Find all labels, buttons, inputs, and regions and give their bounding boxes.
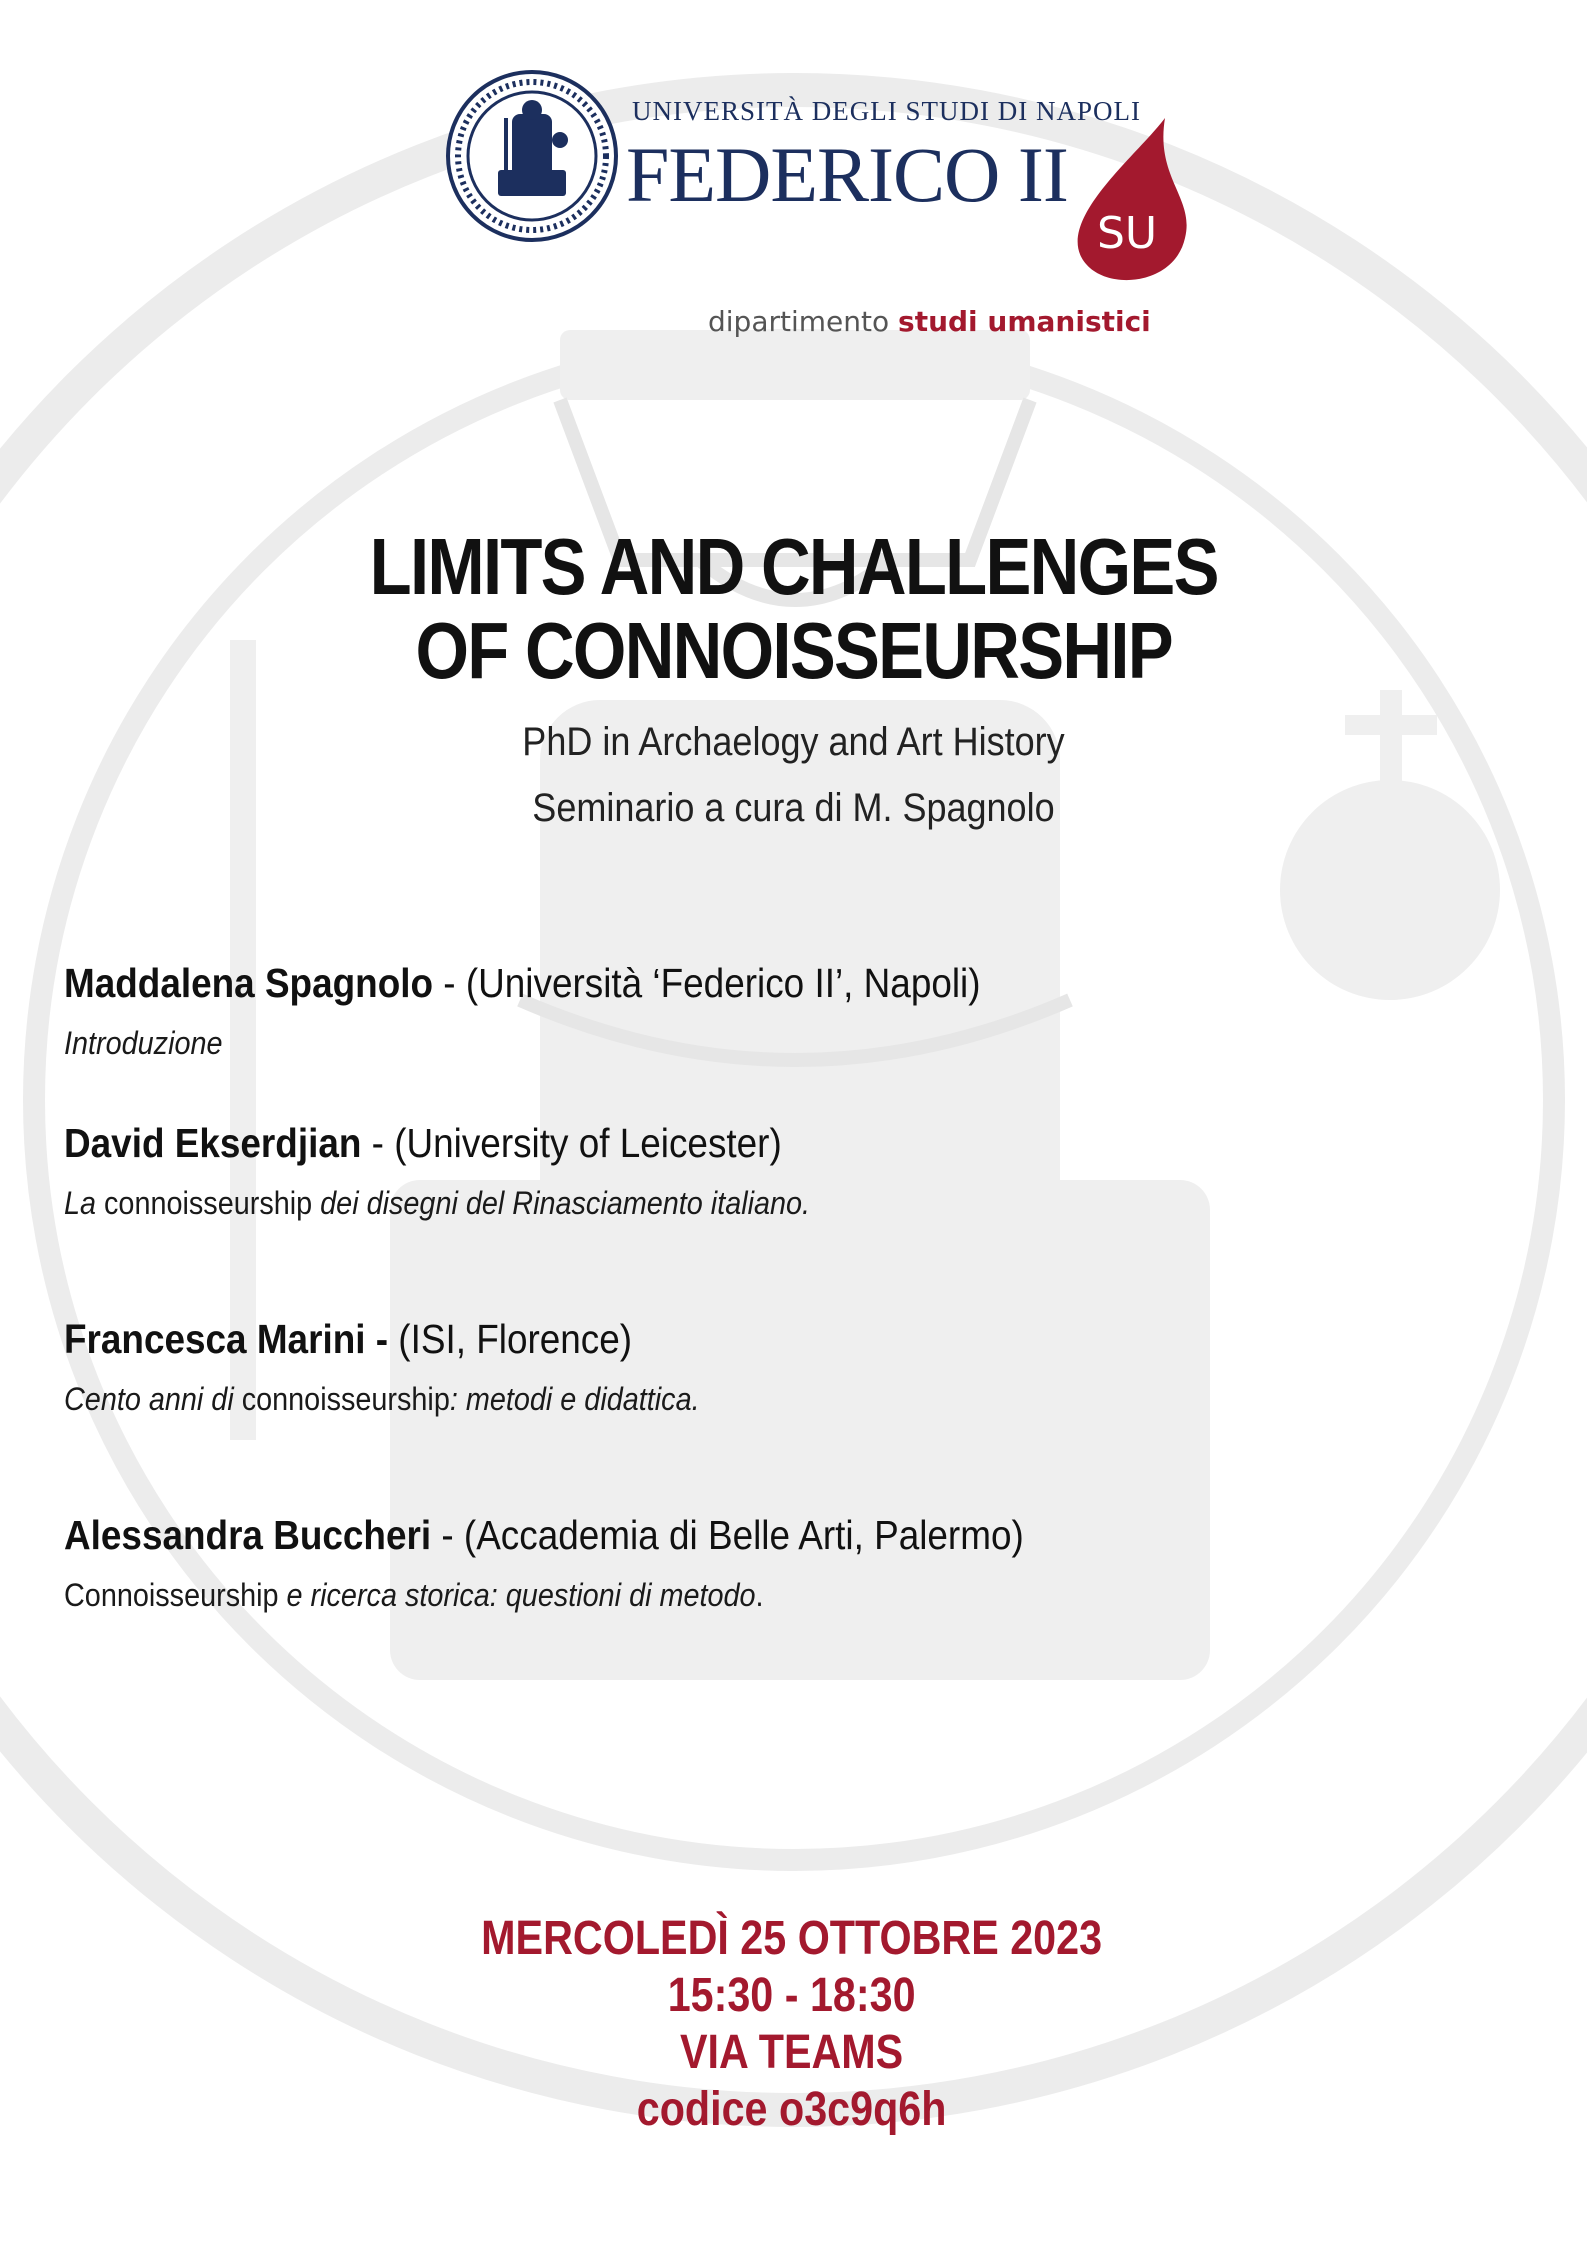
su-logo-text: SU xyxy=(1097,208,1158,259)
program-subtitle: PhD in Archaelogy and Art History xyxy=(522,720,1065,764)
speaker-name: Maddalena Spagnolo xyxy=(64,960,434,1006)
event-date: MERCOLEDÌ 25 OTTOBRE 2023 xyxy=(481,1912,1103,1965)
event-code: codice o3c9q6h xyxy=(636,2083,947,2136)
university-seal-icon xyxy=(446,70,618,242)
speaker-affiliation: (Università ‘Federico II’, Napoli) xyxy=(465,960,981,1006)
speaker-line xyxy=(64,1316,1378,1363)
talk-title-part: : metodi e didattica. xyxy=(449,1381,700,1417)
talk-title-part: e ricerca storica: questioni di metodo xyxy=(278,1577,756,1613)
speaker-entry xyxy=(64,960,1524,1062)
talk-title-part: Cento anni di xyxy=(64,1381,242,1417)
event-time: 15:30 - 18:30 xyxy=(667,1969,916,2022)
talk-title-part: connoisseurship xyxy=(104,1185,313,1221)
speaker-line xyxy=(64,1120,1378,1167)
speaker-entry xyxy=(64,1512,1524,1614)
talk-title-part: connoisseurship xyxy=(241,1381,450,1417)
talk-title-part: dei disegni del Rinasciamento italiano. xyxy=(312,1185,811,1221)
speaker-entry xyxy=(64,1316,1524,1418)
title-line-1: LIMITS AND CHALLENGES xyxy=(369,522,1218,611)
event-info xyxy=(109,1910,1474,2138)
talk-title xyxy=(64,1381,1378,1418)
speaker-affiliation: (Accademia di Belle Arti, Palermo) xyxy=(463,1512,1024,1558)
speaker-separator: - xyxy=(361,1120,395,1166)
university-name: FEDERICO II xyxy=(626,131,1068,218)
talk-title xyxy=(64,1025,1378,1062)
talk-title-part: . xyxy=(755,1577,764,1613)
talk-title-part: La xyxy=(64,1185,105,1221)
speaker-separator: - xyxy=(433,960,466,1006)
curator-subtitle: Seminario a cura di M. Spagnolo xyxy=(532,786,1055,830)
department-prefix: dipartimento xyxy=(708,305,890,338)
header xyxy=(0,0,1587,360)
event-platform: VIA TEAMS xyxy=(679,2026,904,2079)
speaker-affiliation: (ISI, Florence) xyxy=(398,1316,633,1362)
talk-title xyxy=(64,1185,1378,1222)
speaker-name: David Ekserdjian xyxy=(64,1120,362,1166)
seminar-title xyxy=(111,522,1476,695)
speaker-name: Alessandra Buccheri xyxy=(64,1512,432,1558)
department-name: studi umanistici xyxy=(898,305,1151,338)
su-logo-mark xyxy=(1045,118,1195,283)
speaker-separator: - xyxy=(431,1512,464,1558)
talk-title-part: Introduzione xyxy=(64,1025,223,1061)
speaker-line xyxy=(64,960,1378,1007)
speaker-entry xyxy=(64,1120,1524,1222)
speaker-separator xyxy=(388,1316,398,1362)
speaker-name: Francesca Marini - xyxy=(64,1316,389,1362)
talk-title-part: Connoisseurship xyxy=(64,1577,279,1613)
speaker-affiliation: (University of Leicester) xyxy=(394,1120,782,1166)
speaker-line xyxy=(64,1512,1378,1559)
department-label xyxy=(708,305,1151,338)
talk-title xyxy=(64,1577,1378,1614)
title-line-2: OF CONNOISSEURSHIP xyxy=(415,606,1172,695)
university-label: UNIVERSITÀ DEGLI STUDI DI NAPOLI xyxy=(632,96,1141,126)
